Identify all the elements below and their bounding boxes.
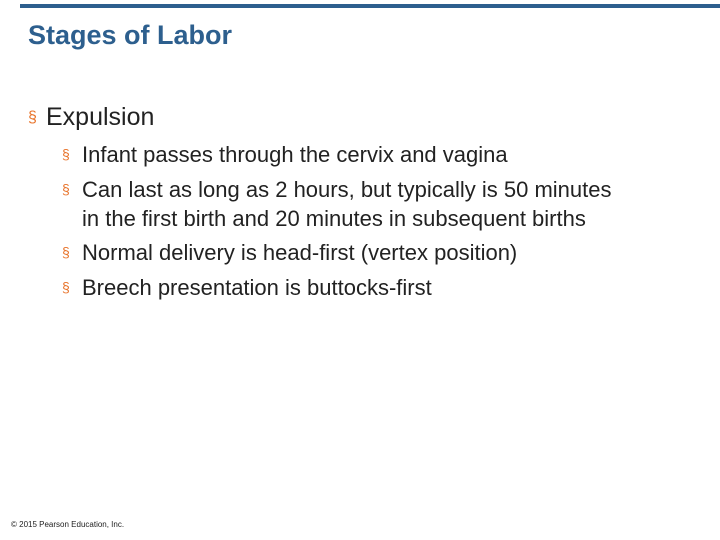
bullet-marker-icon: § xyxy=(62,180,70,197)
copyright-footer: © 2015 Pearson Education, Inc. xyxy=(11,520,125,529)
main-bullet-text: Expulsion xyxy=(46,103,155,131)
sub-bullet xyxy=(62,273,622,302)
sub-bullet xyxy=(62,175,622,233)
bullet-marker-icon: § xyxy=(62,278,70,295)
sub-bullet-list xyxy=(62,140,622,307)
main-bullet xyxy=(28,101,154,134)
bullet-marker-icon: § xyxy=(62,244,70,260)
sub-bullet xyxy=(62,238,622,267)
sub-bullet-text: Can last as long as 2 hours, but typically is 50 minutes in the first birth and 20 minutes in subsequent births xyxy=(82,176,612,231)
bullet-marker-icon: § xyxy=(28,109,37,126)
bullet-marker-icon: § xyxy=(62,146,70,162)
sub-bullet-text: Normal delivery is head-first (vertex position) xyxy=(82,240,518,265)
sub-bullet xyxy=(62,140,622,169)
slide-title: Stages of Labor xyxy=(28,20,233,50)
title-rule xyxy=(20,4,720,8)
sub-bullet-text: Infant passes through the cervix and vagina xyxy=(82,142,508,167)
sub-bullet-text: Breech presentation is buttocks-first xyxy=(82,274,432,300)
